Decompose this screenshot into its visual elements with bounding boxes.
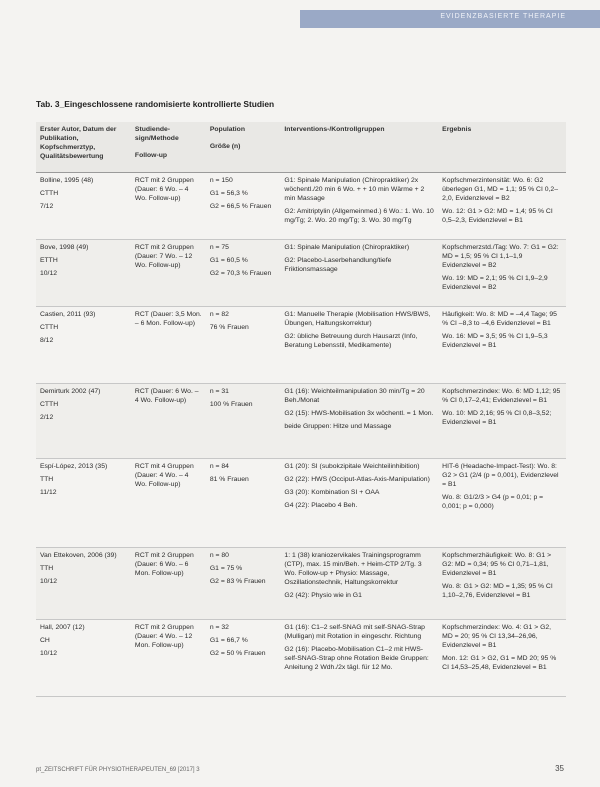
cell-paragraph: n = 150 [209, 177, 233, 184]
cell-paragraph: G2 = 70,3 % Frauen [209, 270, 272, 277]
table-header-row [36, 122, 566, 173]
cell-paragraph: Kopfschmerzintensität: Wo. 6: G2 überlegen G1, MD = 1,1; 95 % CI 0,2–2,0, Evidenzlevel = B2 [442, 177, 558, 202]
cell-paragraph: 76 % Frauen [209, 324, 249, 331]
table-cell-c1 [36, 240, 131, 307]
cell-paragraph: RCT (Dauer: 6 Wo. – 4 Wo. Follow-up) [134, 388, 199, 404]
table-cell-c3 [206, 620, 281, 697]
cell-paragraph: Kopfschmerzstd./Tag: Wo. 7: G1 = G2: MD = 1,5; 95 % CI 1,1–1,9 Evidenzlevel = B2 [442, 244, 559, 269]
cell-paragraph: Kopfschmerzindex: Wo. 6: MD 1,12; 95 % CI 0,17–2,41; Evidenzlevel = B1 [442, 388, 561, 404]
table-cell-c1 [36, 173, 131, 240]
rct-studies-table [36, 122, 566, 697]
cell-paragraph: G4 (22): Placebo 4 Beh. [284, 502, 358, 509]
table-cell-c4 [280, 459, 438, 548]
table-cell-c2 [131, 240, 206, 307]
cell-paragraph: TTH [40, 565, 54, 572]
table-cell-c1 [36, 620, 131, 697]
table-cell-c1 [36, 548, 131, 620]
table-row [36, 173, 566, 240]
cell-paragraph: RCT (Dauer: 3,5 Mon. – 6 Mon. Follow-up) [134, 311, 202, 327]
cell-paragraph: G1 = 56,3 % [209, 190, 248, 197]
page-number: 35 [555, 764, 564, 773]
header-interventions: Interventions-/Kontrollgruppen [280, 122, 438, 173]
cell-paragraph: n = 82 [209, 311, 229, 318]
cell-paragraph: Wo. 8: G1/2/3 > G4 (p = 0,01; p = 0,001; p = 0,000) [442, 494, 544, 510]
cell-paragraph: ETTH [40, 257, 58, 264]
table-cell-c4 [280, 548, 438, 620]
cell-paragraph: Wo. 10: MD 2,16; 95 % CI 0,8–3,52; Evidenzlevel = B1 [442, 410, 552, 426]
cell-paragraph: G2 (42): Physio wie in G1 [284, 592, 362, 599]
table-cell-c3 [206, 240, 281, 307]
table-row [36, 240, 566, 307]
cell-paragraph: RCT mit 2 Gruppen (Dauer: 6 Wo. – 6 Mon. Follow-up) [134, 552, 194, 577]
table-cell-c1 [36, 307, 131, 384]
cell-paragraph: RCT mit 2 Gruppen (Dauer: 7 Wo. – 12 Wo. Follow-up) [134, 244, 194, 269]
cell-paragraph: G1 = 60,5 % [209, 257, 248, 264]
table-cell-c2 [131, 459, 206, 548]
table-cell-c2 [131, 307, 206, 384]
cell-paragraph: G1: Spinale Manipulation (Chiropraktiker) 2x wöchentl./20 min 6 Wo. + + 10 min Wärme + 2 min Massage [284, 177, 425, 202]
cell-paragraph: G1 (16): C1–2 self-SNAG mit self-SNAG-Strap (Mulligan) mit Rotation in eingeschr. Richtung [284, 624, 425, 640]
table-cell-c3 [206, 548, 281, 620]
cell-paragraph: G1 = 66,7 % [209, 637, 248, 644]
table-cell-c3 [206, 173, 281, 240]
cell-paragraph: G1: Spinale Manipulation (Chiropraktiker) [284, 244, 410, 251]
cell-paragraph: Demirturk 2002 (47) [40, 388, 101, 395]
cell-paragraph: G3 (20): Kombination SI + OAA [284, 489, 380, 496]
cell-paragraph: G2: Placebo-Laserbehandlung/tiefe Friktionsmassage [284, 257, 392, 273]
cell-paragraph: Bolline, 1995 (48) [40, 177, 94, 184]
cell-paragraph: HIT-6 (Headache-Impact-Test): Wo. 8: G2 > G1 (2/4 (p = 0,001), Evidenzlevel = B1 [442, 463, 559, 488]
cell-paragraph: n = 75 [209, 244, 229, 251]
cell-paragraph: Wo. 8: G1 > G2: MD = 1,35; 95 % CI 1,10–2,76, Evidenzlevel = B1 [442, 583, 553, 599]
cell-paragraph: RCT mit 2 Gruppen (Dauer: 4 Wo. – 12 Mon. Follow-up) [134, 624, 194, 649]
table-cell-c4 [280, 620, 438, 697]
table-cell-c5 [438, 307, 566, 384]
cell-paragraph: G1 (16): Weichteilmanipulation 30 min/Tg = 20 Beh./Monat [284, 388, 425, 404]
cell-paragraph: Häufigkeit: Wo. 8: MD = –4,4 Tage; 95 % CI –8,3 to –4,6 Evidenzlevel = B1 [442, 311, 557, 327]
header-population: Population Größe (n) [206, 122, 281, 173]
table-row [36, 548, 566, 620]
table-cell-c3 [206, 384, 281, 459]
cell-paragraph: G1 = 75 % [209, 565, 243, 572]
cell-paragraph: G2 (15): HWS-Mobilisation 3x wöchentl. = 1 Mon. [284, 410, 434, 417]
footer-journal: pt_ZEITSCHRIFT FÜR PHYSIOTHERAPEUTEN_69 [2017] 3 [36, 767, 200, 773]
header-results: Ergebnis [438, 122, 566, 173]
cell-paragraph: G2 (22): HWS (Occiput-Atlas-Axis-Manipulation) [284, 476, 430, 483]
table-cell-c3 [206, 459, 281, 548]
cell-paragraph: G2 = 66,5 % Frauen [209, 203, 272, 210]
cell-paragraph: 8/12 [40, 337, 54, 344]
table-cell-c4 [280, 173, 438, 240]
table-row [36, 459, 566, 548]
table-cell-c2 [131, 548, 206, 620]
cell-paragraph: n = 32 [209, 624, 229, 631]
table-cell-c2 [131, 384, 206, 459]
cell-paragraph: 7/12 [40, 203, 54, 210]
cell-paragraph: CTTH [40, 401, 59, 408]
table-cell-c2 [131, 173, 206, 240]
cell-paragraph: 11/12 [40, 489, 57, 496]
cell-paragraph: Wo. 19: MD = 2,1; 95 % CI 1,9–2,9 Evidenzlevel = B2 [442, 275, 548, 291]
cell-paragraph: G2: übliche Betreuung durch Hausarzt (Info, Beratung Lebensstil, Medikamente) [284, 333, 418, 349]
cell-paragraph: 1: 1 (38) kraniozervikales Trainingsprogramm (CTP), max. 15 min/Beh. + Heim-CTP 2/Tg. 3 Wo. Follow-up + Physio: Massage, Oszillationstechnik, Haltungskorrektur [284, 552, 422, 586]
cell-paragraph: n = 80 [209, 552, 229, 559]
cell-paragraph: Hall, 2007 (12) [40, 624, 85, 631]
cell-paragraph: 10/12 [40, 578, 58, 585]
cell-paragraph: RCT mit 4 Gruppen (Dauer: 4 Wo. – 4 Wo. Follow-up) [134, 463, 194, 488]
header-author: Erster Autor, Datum der Publikation, Kopfschmerztyp, Qualitätsbewertung [36, 122, 131, 173]
cell-paragraph: Bove, 1998 (49) [40, 244, 89, 251]
table-row [36, 620, 566, 697]
cell-paragraph: CTTH [40, 190, 59, 197]
cell-paragraph: Van Ettekoven, 2006 (39) [40, 552, 117, 559]
cell-paragraph: G2 = 50 % Frauen [209, 650, 266, 657]
cell-paragraph: Kopfschmerzindex: Wo. 4: G1 > G2, MD = 20; 95 % CI 13,34–26,96, Evidenzlevel = B1 [442, 624, 552, 649]
table-cell-c2 [131, 620, 206, 697]
cell-paragraph: RCT mit 2 Gruppen (Dauer: 6 Wo. – 4 Wo. Follow-up) [134, 177, 194, 202]
cell-paragraph: CTTH [40, 324, 59, 331]
table-caption: Tab. 3_Eingeschlossene randomisierte kontrollierte Studien [36, 99, 275, 109]
table-cell-c4 [280, 307, 438, 384]
cell-paragraph: 100 % Frauen [209, 401, 253, 408]
table-cell-c5 [438, 384, 566, 459]
cell-paragraph: G2 = 83 % Frauen [209, 578, 266, 585]
cell-paragraph: G1 (20): SI (subokzipitale Weichteilinhibition) [284, 463, 420, 470]
table-cell-c5 [438, 240, 566, 307]
cell-paragraph: Mon. 12: G1 > G2, G1 = MD 20; 95 % CI 14,53–25,48, Evidenzlevel = B1 [442, 655, 557, 671]
cell-paragraph: G2 (16): Placebo-Mobilisation C1–2 mit HWS-self-SNAG-Strap ohne Rotation Beide Gruppen: Anleitung 2 Wdh./2x tägl. für 12 Mo. [284, 646, 429, 671]
table-cell-c5 [438, 620, 566, 697]
table-row [36, 307, 566, 384]
cell-paragraph: Wo. 12: G1 > G2: MD = 1,4; 95 % CI 0,5–2,3, Evidenzlevel = B1 [442, 208, 553, 224]
cell-paragraph: 81 % Frauen [209, 476, 249, 483]
cell-paragraph: beide Gruppen: Hitze und Massage [284, 423, 392, 430]
table-row [36, 384, 566, 459]
cell-paragraph: CH [40, 637, 50, 644]
cell-paragraph: 10/12 [40, 270, 58, 277]
cell-paragraph: n = 84 [209, 463, 229, 470]
cell-paragraph: 10/12 [40, 650, 58, 657]
table-cell-c1 [36, 384, 131, 459]
table-cell-c4 [280, 240, 438, 307]
table-cell-c3 [206, 307, 281, 384]
cell-paragraph: G2: Amitriptylin (Allgemeinmed.) 6 Wo.: 1. Wo. 10 mg/Tg; 2. Wo. 20 mg/Tg; 3. Wo. 30 mg/Tg [284, 208, 434, 224]
table-cell-c4 [280, 384, 438, 459]
header-design: Studiende-sign/Methode Follow-up [131, 122, 206, 173]
cell-paragraph: Wo. 16: MD = 3,5; 95 % CI 1,9–5,3 Evidenzlevel = B1 [442, 333, 548, 349]
cell-paragraph: Espí-López, 2013 (35) [40, 463, 108, 470]
table-cell-c5 [438, 459, 566, 548]
table-cell-c5 [438, 173, 566, 240]
cell-paragraph: 2/12 [40, 414, 54, 421]
table-cell-c5 [438, 548, 566, 620]
cell-paragraph: TTH [40, 476, 54, 483]
cell-paragraph: G1: Manuelle Therapie (Mobilisation HWS/BWS, Übungen, Haltungskorrektur) [284, 311, 431, 327]
table-cell-c1 [36, 459, 131, 548]
cell-paragraph: n = 31 [209, 388, 229, 395]
running-header-title: EVIDENZBASIERTE THERAPIE [440, 13, 566, 20]
cell-paragraph: Castien, 2011 (93) [40, 311, 96, 318]
cell-paragraph: Kopfschmerzhäufigkeit: Wo. 8: G1 > G2: MD = 0,34; 95 % CI 0,71–1,81, Evidenzlevel = B1 [442, 552, 552, 577]
